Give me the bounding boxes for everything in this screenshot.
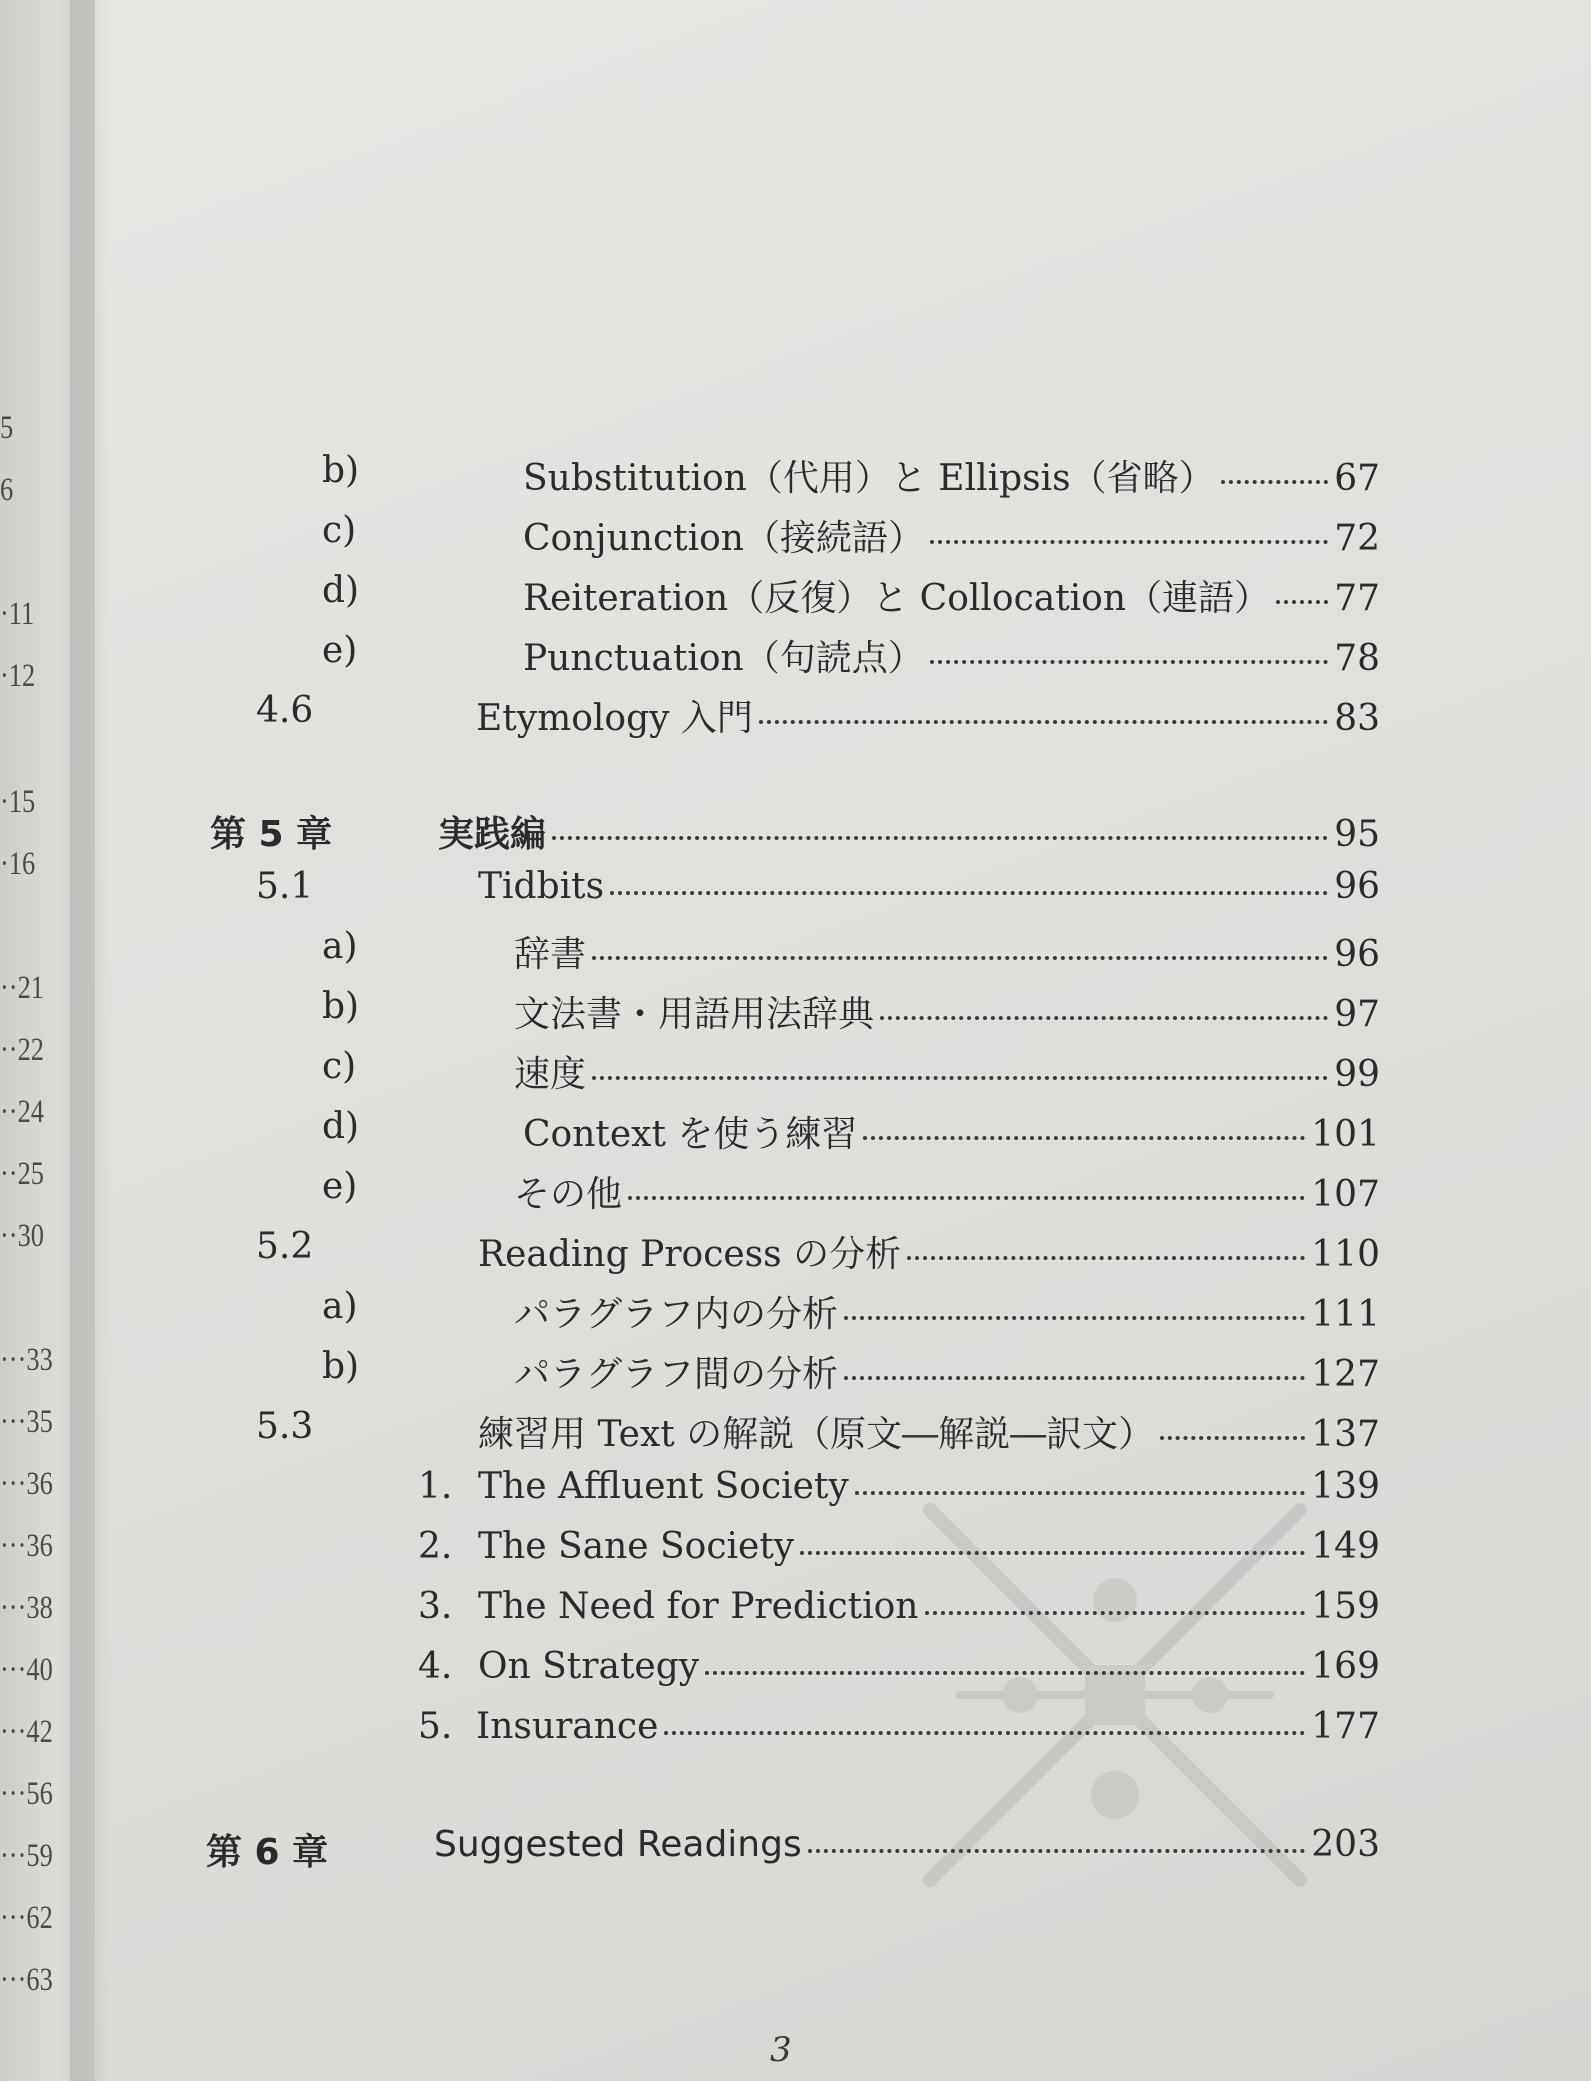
toc-title: パラグラフ間の分析 <box>514 1354 839 1395</box>
toc-label: d) <box>322 1106 360 1147</box>
toc-label: d) <box>322 570 360 611</box>
toc-page: 99 <box>1334 1054 1380 1095</box>
toc-page: 96 <box>1334 866 1380 907</box>
toc-row[interactable] <box>0 1046 1591 1096</box>
leader-dots <box>1160 1436 1305 1440</box>
prev-page-number: 6 <box>0 472 14 508</box>
toc-title: Suggested Readings <box>434 1824 802 1865</box>
toc-title: Tidbits <box>478 866 605 907</box>
toc-label: b) <box>322 1346 360 1387</box>
toc-row[interactable] <box>0 570 1591 620</box>
toc-label: 2. <box>418 1526 453 1567</box>
prev-page-number: ···62 <box>0 1900 53 1936</box>
prev-page-number: ·12 <box>0 658 36 694</box>
toc-title: 辞書 <box>514 934 587 975</box>
toc-label: b) <box>322 986 360 1027</box>
toc-page: 149 <box>1311 1526 1380 1567</box>
toc-title: パラグラフ内の分析 <box>514 1294 839 1335</box>
toc-row-chapter[interactable] <box>0 1824 1591 1874</box>
prev-page-number: ···63 <box>0 1962 53 1998</box>
toc-row[interactable] <box>0 450 1591 500</box>
prev-page-number: ···38 <box>0 1590 53 1626</box>
toc-title: 文法書・用語用法辞典 <box>514 994 875 1035</box>
toc-label: c) <box>322 510 357 551</box>
toc-title: The Need for Prediction <box>478 1586 919 1627</box>
leader-dots <box>844 1316 1305 1320</box>
leader-dots <box>800 1551 1305 1555</box>
toc-page: 203 <box>1311 1824 1380 1865</box>
prev-page-number: 5 <box>0 410 14 446</box>
book-page <box>95 0 1591 2081</box>
toc-title: 速度 <box>514 1054 587 1095</box>
toc-title: Conjunction（接続語） <box>523 518 924 559</box>
toc-row[interactable] <box>0 1346 1591 1396</box>
toc-title: Reading Process の分析 <box>478 1234 902 1275</box>
toc-row[interactable] <box>0 630 1591 680</box>
toc-label: 1. <box>418 1466 453 1507</box>
toc-page: 83 <box>1334 698 1380 739</box>
toc-row[interactable] <box>0 1226 1591 1276</box>
leader-dots <box>925 1611 1306 1615</box>
toc-title: On Strategy <box>478 1646 700 1687</box>
toc-page: 159 <box>1311 1586 1380 1627</box>
leader-dots <box>552 836 1328 840</box>
prev-page-number: ···35 <box>0 1404 53 1440</box>
toc-page: 177 <box>1311 1706 1380 1747</box>
toc-row[interactable] <box>0 1646 1591 1696</box>
toc-row[interactable] <box>0 1706 1591 1756</box>
toc-title: Etymology 入門 <box>476 698 753 739</box>
toc-title: Insurance <box>476 1706 659 1747</box>
toc-row[interactable] <box>0 1106 1591 1156</box>
prev-page-number: ··25 <box>0 1156 44 1192</box>
toc-page: 137 <box>1311 1414 1380 1455</box>
leader-dots <box>808 1849 1306 1853</box>
toc-label: 5.2 <box>256 1226 314 1267</box>
toc-title: Context を使う練習 <box>523 1114 858 1155</box>
prev-page-number: ·11 <box>0 596 35 632</box>
toc-title: その他 <box>514 1174 623 1215</box>
prev-page-number: ···40 <box>0 1652 53 1688</box>
prev-page-number: ··30 <box>0 1218 44 1254</box>
toc-label: 3. <box>418 1586 453 1627</box>
prev-page-number: ···59 <box>0 1838 53 1874</box>
prev-page-number: ···36 <box>0 1528 53 1564</box>
leader-dots <box>1276 600 1328 604</box>
leader-dots <box>880 1016 1328 1020</box>
toc-page: 96 <box>1334 934 1380 975</box>
toc-title: Reiteration（反復）と Collocation（連語） <box>523 578 1271 619</box>
leader-dots <box>1221 480 1329 484</box>
leader-dots <box>855 1491 1306 1495</box>
toc-label: b) <box>322 450 360 491</box>
toc-row[interactable] <box>0 926 1591 976</box>
leader-dots <box>844 1376 1305 1380</box>
leader-dots <box>705 1671 1305 1675</box>
toc-row[interactable] <box>0 510 1591 560</box>
toc-label: 5.1 <box>256 866 314 907</box>
toc-page: 111 <box>1311 1294 1380 1335</box>
toc-title: 練習用 Text の解説（原文―解説―訳文） <box>478 1414 1155 1455</box>
leader-dots <box>863 1136 1305 1140</box>
toc-page: 127 <box>1311 1354 1380 1395</box>
toc-label: 5.3 <box>256 1406 314 1447</box>
prev-page-number: ···36 <box>0 1466 53 1502</box>
toc-label: 4.6 <box>256 690 314 731</box>
leader-dots <box>664 1731 1305 1735</box>
toc-title: 実践編 <box>438 814 547 855</box>
book-gutter-shadow <box>70 0 110 2081</box>
leader-dots <box>907 1256 1305 1260</box>
prev-page-number: ···33 <box>0 1342 53 1378</box>
toc-title: Punctuation（句読点） <box>523 638 924 679</box>
leader-dots <box>628 1196 1305 1200</box>
toc-label: e) <box>322 630 358 671</box>
toc-page: 97 <box>1334 994 1380 1035</box>
leader-dots <box>592 956 1328 960</box>
toc-page: 169 <box>1311 1646 1380 1687</box>
leader-dots <box>930 660 1328 664</box>
toc-label: c) <box>322 1046 357 1087</box>
prev-page-number: ··21 <box>0 970 44 1006</box>
leader-dots <box>592 1076 1328 1080</box>
toc-label: 4. <box>418 1646 453 1687</box>
prev-page-number: ···42 <box>0 1714 53 1750</box>
toc-page: 110 <box>1311 1234 1380 1275</box>
toc-row[interactable] <box>0 986 1591 1036</box>
chapter-label: 第 6 章 <box>206 1832 329 1873</box>
toc-title: Substitution（代用）と Ellipsis（省略） <box>523 458 1215 499</box>
leader-dots <box>610 891 1328 895</box>
prev-page-number: ···56 <box>0 1776 53 1812</box>
toc-label: 5. <box>418 1706 453 1747</box>
toc-row[interactable] <box>0 1166 1591 1216</box>
toc-page: 101 <box>1311 1114 1380 1155</box>
leader-dots <box>759 720 1328 724</box>
toc-page: 78 <box>1334 638 1380 679</box>
toc-row[interactable] <box>0 1526 1591 1576</box>
page-number: 3 <box>770 2030 792 2070</box>
toc-row[interactable] <box>0 1466 1591 1516</box>
toc-row[interactable] <box>0 1406 1591 1456</box>
toc-title: The Affluent Society <box>478 1466 849 1507</box>
toc-page: 139 <box>1311 1466 1380 1507</box>
prev-page-number: ·16 <box>0 846 36 882</box>
toc-row[interactable] <box>0 690 1591 740</box>
toc-row[interactable] <box>0 1586 1591 1636</box>
toc-page: 107 <box>1311 1174 1380 1215</box>
prev-page-number: ·15 <box>0 784 36 820</box>
prev-page-number: ··24 <box>0 1094 44 1130</box>
toc-page: 67 <box>1334 458 1380 499</box>
toc-label: e) <box>322 1166 358 1207</box>
leader-dots <box>930 540 1328 544</box>
prev-page-number: ··22 <box>0 1032 44 1068</box>
toc-label: a) <box>322 926 358 967</box>
chapter-label: 第 5 章 <box>210 814 333 855</box>
toc-row[interactable] <box>0 1286 1591 1336</box>
toc-row-chapter[interactable] <box>0 806 1591 856</box>
toc-page: 72 <box>1334 518 1380 559</box>
toc-row[interactable] <box>0 866 1591 916</box>
toc-label: a) <box>322 1286 358 1327</box>
toc-title: The Sane Society <box>478 1526 795 1567</box>
toc-page: 77 <box>1334 578 1380 619</box>
toc-page: 95 <box>1334 814 1380 855</box>
